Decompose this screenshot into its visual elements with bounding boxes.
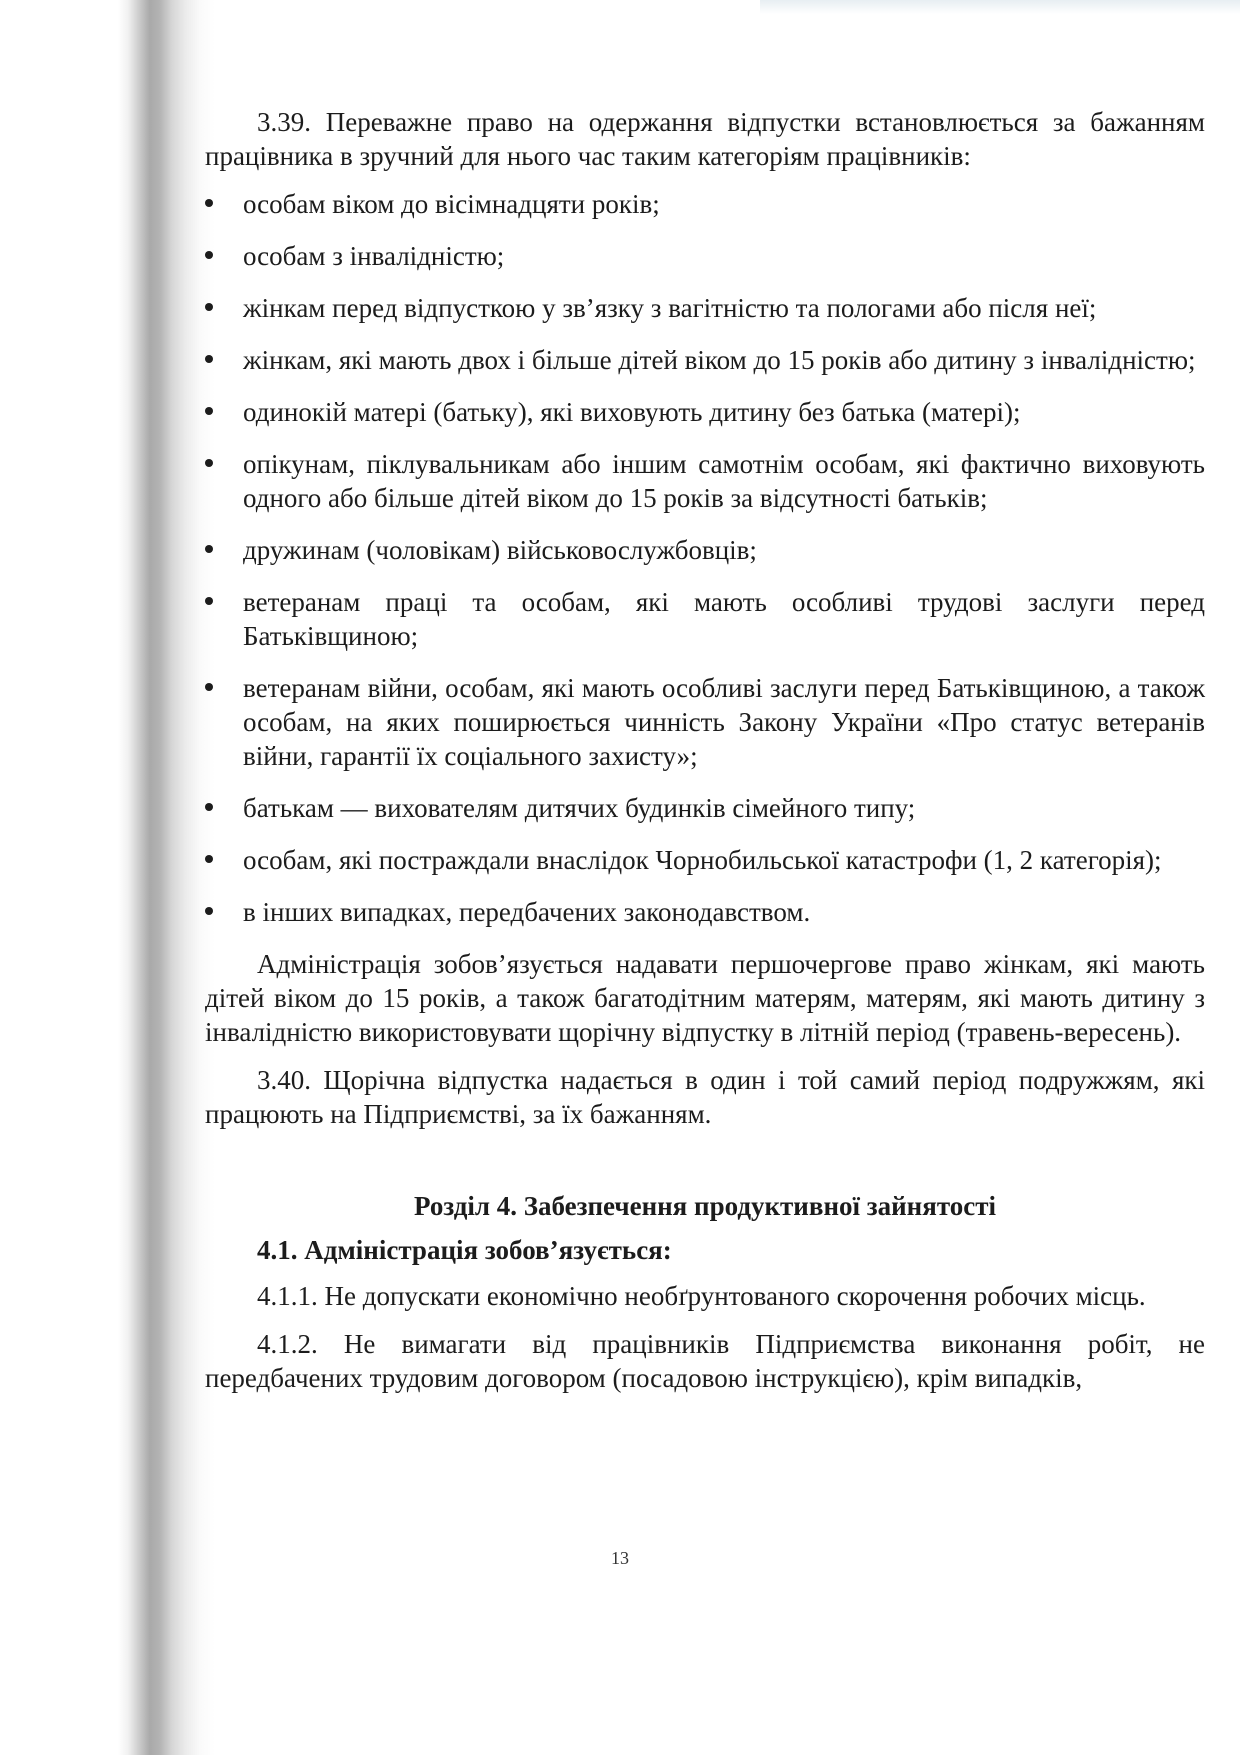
paragraph-3-40: 3.40. Щорічна відпустка надається в один і той самий період подружжям, які працюють на Підприємстві, за їх бажанням. [205, 1065, 1205, 1129]
list-item-text: жінкам, які мають двох і більше дітей віком до 15 років або дитину з інвалідністю; [243, 345, 1196, 375]
subsection-4-1-title: 4.1. Адміністрація зобов’язується: [257, 1235, 672, 1265]
list-item-text: дружинам (чоловікам) військовослужбовців; [243, 535, 757, 565]
bullet-dot-icon [205, 855, 213, 863]
list-item [205, 187, 1205, 221]
bullet-dot-icon [205, 199, 213, 207]
section-4-title: Розділ 4. Забезпечення продуктивної зайнятості [414, 1191, 996, 1221]
paragraph-4-1-2: 4.1.2. Не вимагати від працівників Підприємства виконання робіт, не передбачених трудовим договором (посадовою інструкцією), крім випадків, [205, 1329, 1205, 1393]
bullet-dot-icon [205, 303, 213, 311]
bullet-dot-icon [205, 251, 213, 259]
list-item-text: жінкам перед відпусткою у зв’язку з вагітністю та пологами або після неї; [243, 293, 1097, 323]
bullet-dot-icon [205, 545, 213, 553]
bullet-dot-icon [205, 803, 213, 811]
bullet-dot-icon [205, 907, 213, 915]
page-number: 13 [611, 1548, 629, 1568]
list-item-text: опікунам, піклувальникам або іншим самотнім особам, які фактично виховують одного або більше дітей віком до 15 років за відсутності батьків; [243, 449, 1205, 513]
bullet-dot-icon [205, 459, 213, 467]
document-page [205, 105, 1205, 1395]
list-item-text: особам з інвалідністю; [243, 241, 505, 271]
paragraph-administration: Адміністрація зобов’язується надавати першочергове право жінкам, які мають дітей віком до 15 років, а також багатодітним матерям, матерям, які мають дитину з інвалідністю використовувати щорічну відпустку в літній період (травень-вересень). [205, 949, 1205, 1047]
list-item-text: особам, які постраждали внаслідок Чорнобильської катастрофи (1, 2 категорія); [243, 845, 1162, 875]
list-item [205, 843, 1205, 877]
scan-shadow [0, 0, 215, 1755]
list-item [205, 343, 1205, 377]
list-item [205, 585, 1205, 653]
list-item [205, 239, 1205, 273]
list-item [205, 895, 1205, 929]
list-item [205, 671, 1205, 773]
list-item-text: батькам — вихователям дитячих будинків сімейного типу; [243, 793, 916, 823]
bullet-dot-icon [205, 355, 213, 363]
list-item-text: ветеранам війни, особам, які мають особливі заслуги перед Батьківщиною, а також особам, на яких поширюється чинність Закону України «Про статус ветеранів війни, гарантії їх соціального захисту»; [243, 673, 1205, 771]
paragraph-3-39: 3.39. Переважне право на одержання відпустки встановлюється за бажанням працівника в зручний для нього час таким категоріям працівників: [205, 107, 1205, 171]
list-item-text: особам віком до вісімнадцяти років; [243, 189, 660, 219]
list-item [205, 447, 1205, 515]
list-item [205, 791, 1205, 825]
list-item-text: в інших випадках, передбачених законодавством. [243, 897, 811, 927]
scan-top-edge [760, 0, 1240, 14]
bullet-list-leave-categories [205, 187, 1205, 929]
bullet-dot-icon [205, 597, 213, 605]
list-item [205, 291, 1205, 325]
list-item-text: одинокій матері (батьку), які виховують дитину без батька (матері); [243, 397, 1021, 427]
list-item [205, 395, 1205, 429]
bullet-dot-icon [205, 683, 213, 691]
bullet-dot-icon [205, 407, 213, 415]
list-item [205, 533, 1205, 567]
list-item-text: ветеранам праці та особам, які мають особливі трудові заслуги перед Батьківщиною; [243, 587, 1205, 651]
paragraph-4-1-1: 4.1.1. Не допускати економічно необґрунтованого скорочення робочих місць. [257, 1281, 1146, 1311]
